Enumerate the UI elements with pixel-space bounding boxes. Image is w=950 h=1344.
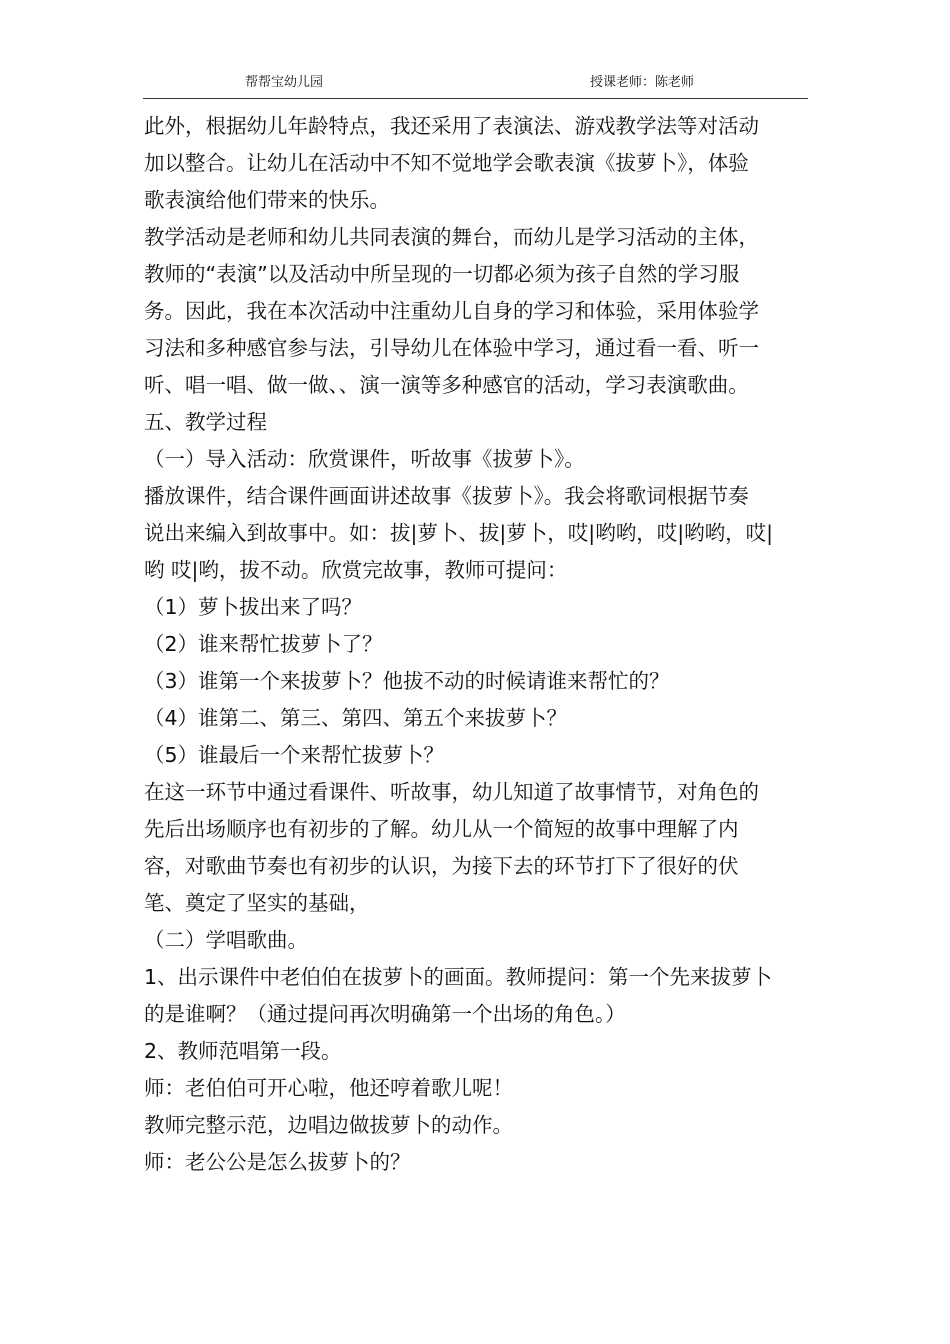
header-teacher: 授课老师：陈老师: [590, 75, 695, 90]
text-line: 务。因此，我在本次活动中注重幼儿自身的学习和体验，采用体验学: [144, 299, 759, 323]
text-line: 此外，根据幼儿年龄特点，我还采用了表演法、游戏教学法等对活动: [144, 114, 759, 138]
subsection-heading: （一）导入活动：欣赏课件，听故事《拔萝卜》。: [144, 447, 585, 471]
header-kindergarten-name: 帮帮宝幼儿园: [245, 75, 324, 90]
text-line: 哟 哎|哟，拔不动。欣赏完故事，教师可提问：: [144, 558, 568, 582]
step-item: 1、出示课件中老伯伯在拔萝卜的画面。教师提问：第一个先来拔萝卜: [144, 965, 773, 989]
document-body: [144, 108, 812, 1181]
text-line: 听、唱一唱、做一做、、演一演等多种感官的活动，学习表演歌曲。: [144, 373, 749, 397]
text-line: 先后出场顺序也有初步的了解。幼儿从一个简短的故事中理解了内: [144, 817, 739, 841]
step-item: 2、教师范唱第一段。: [144, 1039, 342, 1063]
text-line: 习法和多种感官参与法，引导幼儿在体验中学习，通过看一看、听一: [144, 336, 759, 360]
text-line: 说出来编入到故事中。如：拔|萝卜、拔|萝卜，哎|哟哟，哎|哟哟，哎|: [144, 521, 774, 545]
text-line: 播放课件，结合课件画面讲述故事《拔萝卜》。我会将歌词根据节奏: [144, 484, 749, 508]
text-line: 容，对歌曲节奏也有初步的认识，为接下去的环节打下了很好的伏: [144, 854, 739, 878]
text-line: 歌表演给他们带来的快乐。: [144, 188, 390, 212]
dialogue-line: 师：老公公是怎么拔萝卜的？: [144, 1150, 411, 1174]
dialogue-line: 师：老伯伯可开心啦，他还哼着歌儿呢！: [144, 1076, 513, 1100]
question-item: （4）谁第二、第三、第四、第五个来拔萝卜？: [144, 706, 568, 730]
text-line: 加以整合。让幼儿在活动中不知不觉地学会歌表演《拔萝卜》，体验: [144, 151, 749, 175]
question-item: （3）谁第一个来拔萝卜？他拔不动的时候请谁来帮忙的？: [144, 669, 670, 693]
question-item: （1）萝卜拔出来了吗？: [144, 595, 363, 619]
text-line: 教学活动是老师和幼儿共同表演的舞台，而幼儿是学习活动的主体，: [144, 225, 759, 249]
question-item: （5）谁最后一个来帮忙拔萝卜？: [144, 743, 445, 767]
text-line: 笔、奠定了坚实的基础，: [144, 891, 370, 915]
question-item: （2）谁来帮忙拔萝卜了？: [144, 632, 383, 656]
section-heading: 五、教学过程: [144, 410, 267, 434]
text-line: 在这一环节中通过看课件、听故事，幼儿知道了故事情节，对角色的: [144, 780, 759, 804]
text-line: 教师完整示范，边唱边做拔萝卜的动作。: [144, 1113, 513, 1137]
subsection-heading: （二）学唱歌曲。: [144, 928, 308, 952]
text-line: 的是谁啊？（通过提问再次明确第一个出场的角色。）: [144, 1002, 626, 1026]
text-line: 教师的“表演”以及活动中所呈现的一切都必须为孩子自然的学习服: [144, 262, 740, 286]
page-header: [143, 70, 808, 99]
